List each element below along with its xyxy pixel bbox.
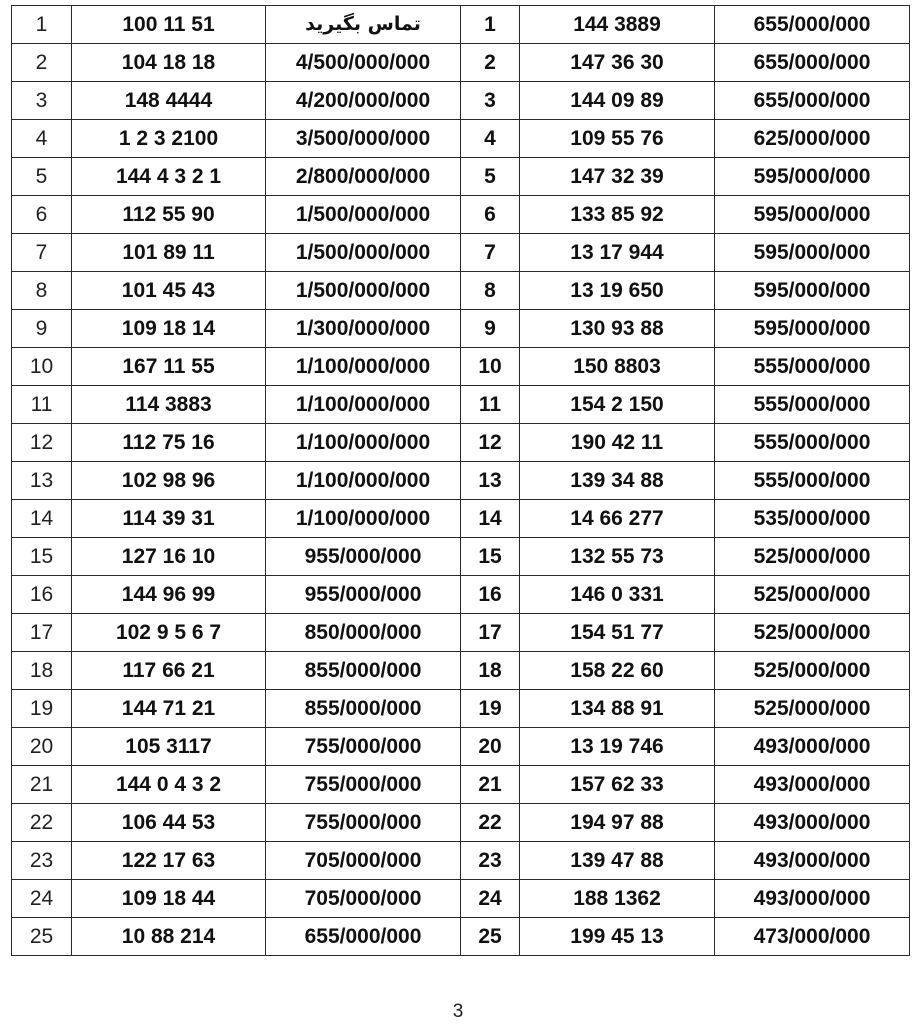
row-index-left: 7	[12, 234, 72, 272]
price-right: 525/000/000	[715, 614, 910, 652]
row-index-right: 10	[461, 348, 520, 386]
row-index-left: 10	[12, 348, 72, 386]
price-right: 493/000/000	[715, 804, 910, 842]
row-index-right: 9	[461, 310, 520, 348]
phone-number-right: 109 55 76	[520, 120, 715, 158]
phone-number-left: 1 2 3 2100	[72, 120, 266, 158]
price-right: 595/000/000	[715, 234, 910, 272]
phone-number-right: 134 88 91	[520, 690, 715, 728]
phone-number-right: 199 45 13	[520, 918, 715, 956]
row-index-left: 16	[12, 576, 72, 614]
price-left: 850/000/000	[266, 614, 461, 652]
price-right: 595/000/000	[715, 272, 910, 310]
table-row	[12, 728, 910, 766]
phone-number-right: 14 66 277	[520, 500, 715, 538]
phone-number-right: 144 3889	[520, 6, 715, 44]
price-left: 955/000/000	[266, 538, 461, 576]
price-left: 755/000/000	[266, 766, 461, 804]
price-left: 955/000/000	[266, 576, 461, 614]
row-index-right: 19	[461, 690, 520, 728]
row-index-left: 9	[12, 310, 72, 348]
row-index-right: 14	[461, 500, 520, 538]
table-row	[12, 196, 910, 234]
row-index-right: 25	[461, 918, 520, 956]
phone-number-right: 130 93 88	[520, 310, 715, 348]
phone-number-price-table	[11, 5, 910, 956]
table-row	[12, 652, 910, 690]
price-left: 705/000/000	[266, 880, 461, 918]
price-left: 1/100/000/000	[266, 500, 461, 538]
row-index-left: 24	[12, 880, 72, 918]
table-row	[12, 348, 910, 386]
phone-number-right: 132 55 73	[520, 538, 715, 576]
price-left: 1/100/000/000	[266, 386, 461, 424]
price-left: 1/500/000/000	[266, 234, 461, 272]
phone-number-left: 102 9 5 6 7	[72, 614, 266, 652]
table-row	[12, 44, 910, 82]
row-index-left: 12	[12, 424, 72, 462]
price-right: 525/000/000	[715, 690, 910, 728]
phone-number-right: 146 0 331	[520, 576, 715, 614]
phone-number-right: 13 17 944	[520, 234, 715, 272]
row-index-left: 22	[12, 804, 72, 842]
table-row	[12, 386, 910, 424]
price-left: 705/000/000	[266, 842, 461, 880]
table-row	[12, 424, 910, 462]
phone-number-left: 102 98 96	[72, 462, 266, 500]
row-index-left: 20	[12, 728, 72, 766]
row-index-left: 3	[12, 82, 72, 120]
price-left: 1/100/000/000	[266, 348, 461, 386]
row-index-right: 16	[461, 576, 520, 614]
price-right: 555/000/000	[715, 348, 910, 386]
phone-number-left: 112 75 16	[72, 424, 266, 462]
row-index-right: 21	[461, 766, 520, 804]
table-row	[12, 538, 910, 576]
row-index-right: 4	[461, 120, 520, 158]
phone-number-right: 133 85 92	[520, 196, 715, 234]
phone-number-left: 117 66 21	[72, 652, 266, 690]
price-left: 755/000/000	[266, 804, 461, 842]
table-row	[12, 272, 910, 310]
phone-number-right: 147 36 30	[520, 44, 715, 82]
price-left: 1/500/000/000	[266, 272, 461, 310]
price-left: تماس بگیرید	[266, 6, 461, 44]
price-left: 855/000/000	[266, 690, 461, 728]
price-left: 755/000/000	[266, 728, 461, 766]
price-left: 1/500/000/000	[266, 196, 461, 234]
table-body	[12, 6, 910, 956]
table-row	[12, 842, 910, 880]
phone-number-left: 148 4444	[72, 82, 266, 120]
phone-number-left: 101 45 43	[72, 272, 266, 310]
phone-number-left: 114 3883	[72, 386, 266, 424]
row-index-left: 6	[12, 196, 72, 234]
phone-number-left: 122 17 63	[72, 842, 266, 880]
phone-number-right: 190 42 11	[520, 424, 715, 462]
price-left: 1/100/000/000	[266, 424, 461, 462]
phone-number-right: 13 19 650	[520, 272, 715, 310]
row-index-right: 24	[461, 880, 520, 918]
phone-number-left: 144 96 99	[72, 576, 266, 614]
row-index-right: 7	[461, 234, 520, 272]
phone-number-right: 147 32 39	[520, 158, 715, 196]
phone-number-right: 139 34 88	[520, 462, 715, 500]
row-index-left: 11	[12, 386, 72, 424]
row-index-left: 19	[12, 690, 72, 728]
row-index-left: 8	[12, 272, 72, 310]
phone-number-left: 101 89 11	[72, 234, 266, 272]
phone-number-left: 167 11 55	[72, 348, 266, 386]
phone-number-left: 144 4 3 2 1	[72, 158, 266, 196]
table-row	[12, 766, 910, 804]
table-row	[12, 576, 910, 614]
phone-number-left: 10 88 214	[72, 918, 266, 956]
phone-number-left: 105 3117	[72, 728, 266, 766]
table-row	[12, 120, 910, 158]
table-row	[12, 310, 910, 348]
table-row	[12, 804, 910, 842]
price-right: 493/000/000	[715, 842, 910, 880]
table-row	[12, 690, 910, 728]
table-row	[12, 82, 910, 120]
price-right: 555/000/000	[715, 462, 910, 500]
phone-number-right: 194 97 88	[520, 804, 715, 842]
table-row	[12, 614, 910, 652]
phone-number-right: 154 2 150	[520, 386, 715, 424]
row-index-right: 2	[461, 44, 520, 82]
row-index-right: 5	[461, 158, 520, 196]
table-row	[12, 500, 910, 538]
row-index-right: 11	[461, 386, 520, 424]
row-index-left: 23	[12, 842, 72, 880]
row-index-right: 12	[461, 424, 520, 462]
row-index-right: 1	[461, 6, 520, 44]
table-row	[12, 6, 910, 44]
price-right: 595/000/000	[715, 158, 910, 196]
row-index-left: 4	[12, 120, 72, 158]
price-right: 655/000/000	[715, 82, 910, 120]
price-left: 1/100/000/000	[266, 462, 461, 500]
price-right: 525/000/000	[715, 576, 910, 614]
row-index-left: 17	[12, 614, 72, 652]
row-index-right: 23	[461, 842, 520, 880]
phone-number-right: 157 62 33	[520, 766, 715, 804]
row-index-left: 1	[12, 6, 72, 44]
price-right: 493/000/000	[715, 728, 910, 766]
phone-number-left: 127 16 10	[72, 538, 266, 576]
phone-number-right: 13 19 746	[520, 728, 715, 766]
phone-number-right: 154 51 77	[520, 614, 715, 652]
row-index-left: 5	[12, 158, 72, 196]
row-index-right: 18	[461, 652, 520, 690]
table-row	[12, 158, 910, 196]
phone-number-right: 150 8803	[520, 348, 715, 386]
row-index-right: 17	[461, 614, 520, 652]
price-left: 3/500/000/000	[266, 120, 461, 158]
row-index-left: 15	[12, 538, 72, 576]
phone-number-right: 144 09 89	[520, 82, 715, 120]
price-right: 655/000/000	[715, 6, 910, 44]
row-index-right: 22	[461, 804, 520, 842]
price-right: 535/000/000	[715, 500, 910, 538]
phone-number-left: 114 39 31	[72, 500, 266, 538]
price-right: 655/000/000	[715, 44, 910, 82]
phone-number-left: 109 18 14	[72, 310, 266, 348]
phone-number-left: 144 71 21	[72, 690, 266, 728]
table-row	[12, 462, 910, 500]
row-index-right: 6	[461, 196, 520, 234]
phone-number-left: 104 18 18	[72, 44, 266, 82]
row-index-left: 14	[12, 500, 72, 538]
price-right: 493/000/000	[715, 880, 910, 918]
price-right: 525/000/000	[715, 652, 910, 690]
table-row	[12, 918, 910, 956]
row-index-right: 8	[461, 272, 520, 310]
phone-number-left: 112 55 90	[72, 196, 266, 234]
page-number: 3	[452, 1001, 464, 1022]
phone-number-left: 100 11 51	[72, 6, 266, 44]
price-right: 473/000/000	[715, 918, 910, 956]
price-left: 655/000/000	[266, 918, 461, 956]
row-index-right: 20	[461, 728, 520, 766]
row-index-right: 3	[461, 82, 520, 120]
price-right: 595/000/000	[715, 310, 910, 348]
row-index-right: 13	[461, 462, 520, 500]
price-right: 555/000/000	[715, 386, 910, 424]
row-index-left: 21	[12, 766, 72, 804]
price-left: 4/200/000/000	[266, 82, 461, 120]
price-right: 493/000/000	[715, 766, 910, 804]
price-left: 2/800/000/000	[266, 158, 461, 196]
row-index-right: 15	[461, 538, 520, 576]
phone-number-left: 106 44 53	[72, 804, 266, 842]
price-right: 625/000/000	[715, 120, 910, 158]
price-right: 595/000/000	[715, 196, 910, 234]
price-right: 555/000/000	[715, 424, 910, 462]
row-index-left: 18	[12, 652, 72, 690]
table-row	[12, 880, 910, 918]
phone-number-left: 144 0 4 3 2	[72, 766, 266, 804]
phone-number-right: 158 22 60	[520, 652, 715, 690]
row-index-left: 25	[12, 918, 72, 956]
price-left: 855/000/000	[266, 652, 461, 690]
phone-number-right: 188 1362	[520, 880, 715, 918]
price-right: 525/000/000	[715, 538, 910, 576]
phone-number-right: 139 47 88	[520, 842, 715, 880]
row-index-left: 2	[12, 44, 72, 82]
price-left: 1/300/000/000	[266, 310, 461, 348]
row-index-left: 13	[12, 462, 72, 500]
table-row	[12, 234, 910, 272]
phone-number-left: 109 18 44	[72, 880, 266, 918]
price-left: 4/500/000/000	[266, 44, 461, 82]
